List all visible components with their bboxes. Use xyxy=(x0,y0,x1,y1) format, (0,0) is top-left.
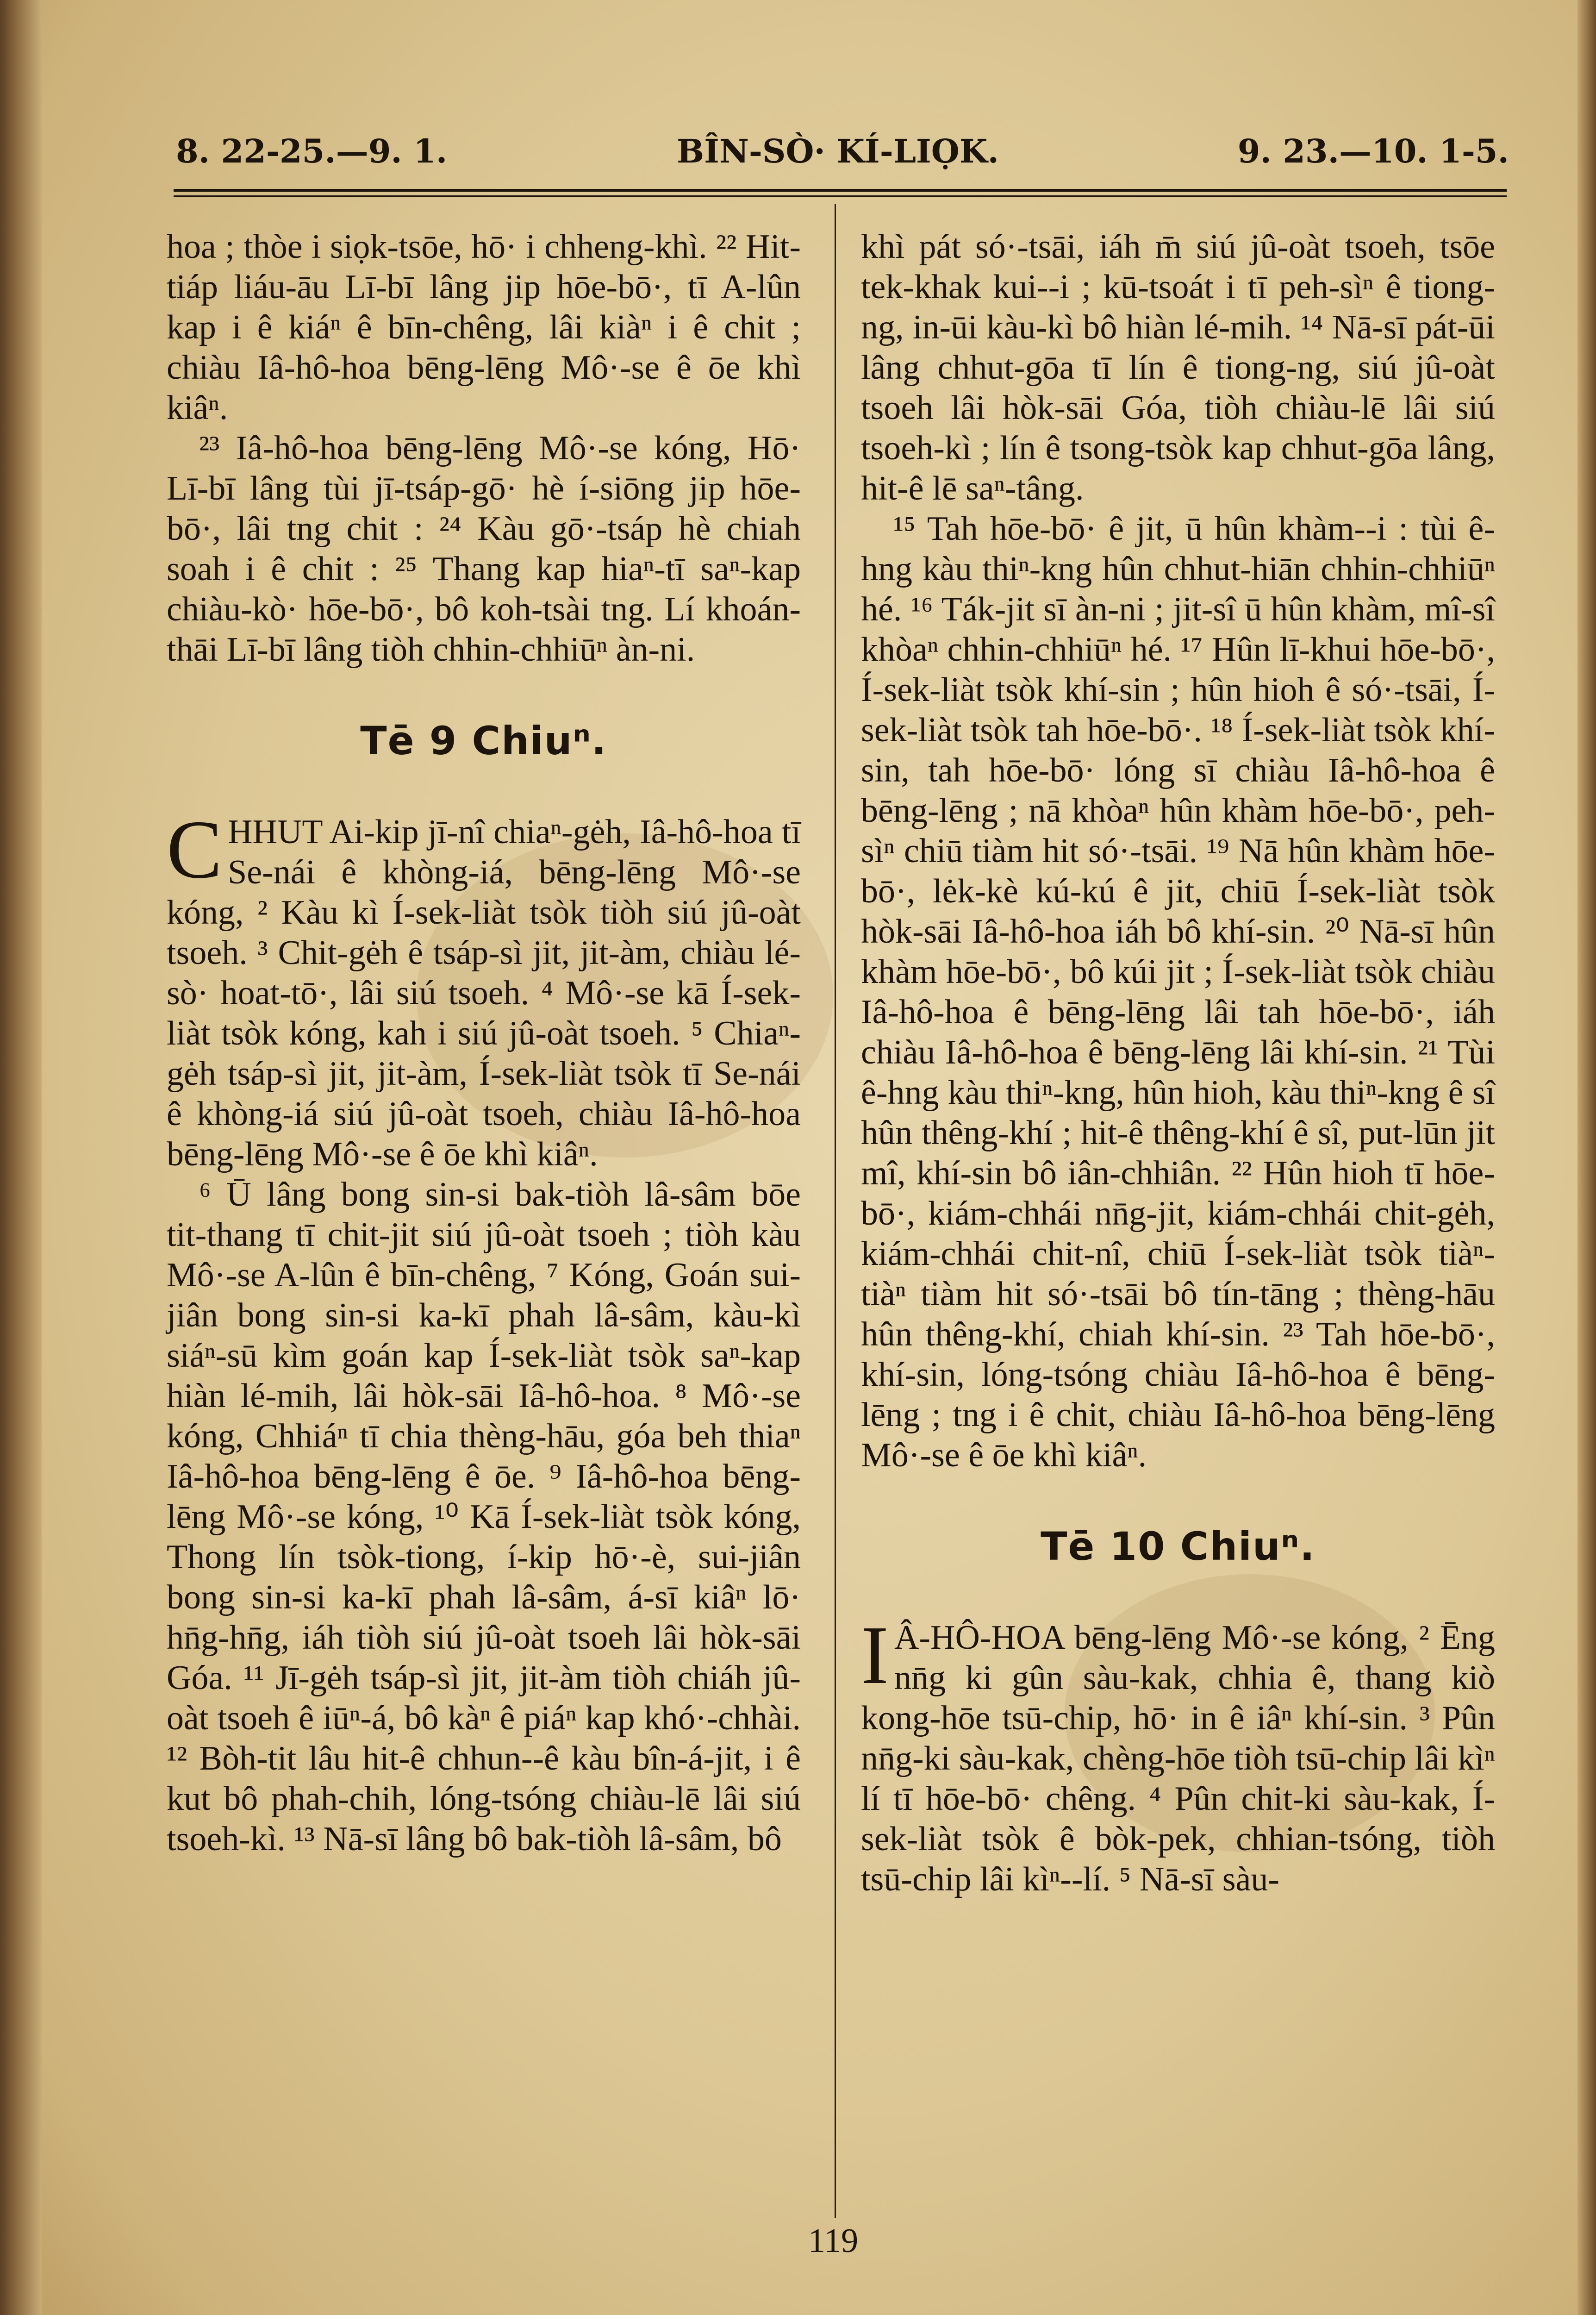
paragraph: ⁶ Ū lâng bong sin-si bak-tiòh lâ-sâm bōe tit-thang tī chit-jit siú jû-oàt tsoeh ; tiòh kàu Mô·-se A-lûn ê bīn-chêng, ⁷ Kóng, Goán sui-jiân bong sin-si ka-kī phah lâ-sâm, kàu-kì siáⁿ-sū kìm goán kap Í-sek-liàt tsòk saⁿ-kap hiàn lé-mih, lâi hòk-sāi Iâ-hô-hoa. ⁸ Mô·-se kóng, Chhiáⁿ tī chia thèng-hāu, góa beh thiaⁿ Iâ-hô-hoa bēng-lēng ê ōe. ⁹ Iâ-hô-hoa bēng-lēng Mô·-se kóng, ¹⁰ Kā Í-sek-liàt tsòk kóng, Thong lín tsòk-tiong, í-kip hō·-è, sui-jiân bong sin-si ka-kī phah lâ-sâm, á-sī kiâⁿ lō· hn̄g-hn̄g, iáh tiòh siú jû-oàt tsoeh lâi hòk-sāi Góa. ¹¹ Jī-gėh tsáp-sì jit, jit-àm tiòh chiáh jû-oàt tsoeh ê iūⁿ-á, bô kàⁿ ê piáⁿ kap khó·-chhài. ¹² Bòh-tit lâu hit-ê chhun--ê kàu bîn-á-jit, i ê kut bô phah-chih, lóng-tsóng chiàu-lē lâi siú tsoeh-kì. ¹³ Nā-sī lâng bô bak-tiòh lâ-sâm, bô xyxy=(167,1176,801,1858)
paragraph: khì pát só·-tsāi, iáh m̄ siú jû-oàt tsoeh, tsōe tek-khak kui--i ; kū-tsoát i tī peh-sìⁿ ê tiong-ng, in-ūi kàu-kì bô hiàn lé-mih. ¹⁴ Nā-sī pát-ūi lâng chhut-gōa tī lín ê tiong-ng, siú jû-oàt tsoeh lâi hòk-sāi Góa, tiòh chiàu-lē lâi siú tsoeh-kì ; lín ê tsong-tsòk kap chhut-gōa lâng, hit-ê lē saⁿ-tâng. xyxy=(861,228,1495,507)
paragraph-text: Â-HÔ-HOA bēng-lēng Mô·-se kóng, ² Ēng nn̄g ki gûn sàu-kak, chhia ê, thang kiò kong-hōe tsū-chip, hō· in ê iâⁿ khí-sin. ³ Pûn nn̄g-ki sàu-kak, chèng-hōe tiòh tsū-chip lâi kìⁿ lí tī hōe-bō· chêng. ⁴ Pûn chit-ki sàu-kak, Í-sek-liàt tsòk ê bòk-pek, chhian-tsóng, tiòh tsū-chip lâi kìⁿ--lí. ⁵ Nā-sī sàu- xyxy=(861,1619,1495,1898)
drop-cap: I xyxy=(861,1609,889,1701)
book-spine-shadow xyxy=(0,0,42,2315)
chapter-opening-paragraph xyxy=(167,803,801,1175)
header-verse-range-right: 9. 23.—10. 1-5. xyxy=(1237,132,1509,170)
running-header xyxy=(167,132,1509,183)
page-number: 119 xyxy=(808,2222,859,2260)
header-rule-thin xyxy=(174,195,1507,197)
paragraph: ²³ Iâ-hô-hoa bēng-lēng Mô·-se kóng, Hō· Lī-bī lâng tùi jī-tsáp-gō· hè í-siōng jip hōe-bō·, lâi tng chit : ²⁴ Kàu gō·-tsáp hè chiah soah i ê chit : ²⁵ Thang kap hiaⁿ-tī saⁿ-kap chiàu-kò· hōe-bō·, bô koh-tsài tng. Lí khoán-thāi Lī-bī lâng tiòh chhin-chhiūⁿ àn-ni. xyxy=(167,429,801,669)
paragraph: hoa ; thòe i siọk-tsōe, hō· i chheng-khì. ²² Hit-tiáp liáu-āu Lī-bī lâng jip hōe-bō·, tī A-lûn kap i ê kiáⁿ ê bīn-chêng, lâi kiàⁿ i ê chit ; chiàu Iâ-hô-hoa bēng-lēng Mô·-se ê ōe khì kiâⁿ. xyxy=(167,228,801,427)
drop-cap: C xyxy=(167,803,223,895)
paragraph: ¹⁵ Tah hōe-bō· ê jit, ū hûn khàm--i : tùi ê-hng kàu thiⁿ-kng hûn chhut-hiān chhin-chhiūⁿ hé. ¹⁶ Ták-jit sī àn-ni ; jit-sî ū hûn khàm, mî-sî khòaⁿ chhin-chhiūⁿ hé. ¹⁷ Hûn lī-khui hōe-bō·, Í-sek-liàt tsòk khí-sin ; hûn hioh ê só·-tsāi, Í-sek-liàt tsòk tah hōe-bō·. ¹⁸ Í-sek-liàt tsòk khí-sin, tah hōe-bō· lóng sī chiàu Iâ-hô-hoa ê bēng-lēng ; nā khòaⁿ hûn khàm hōe-bō·, peh-sìⁿ chiū tiàm hit só·-tsāi. ¹⁹ Nā hûn khàm hōe-bō·, lėk-kè kú-kú ê jit, chiū Í-sek-liàt tsòk hòk-sāi Iâ-hô-hoa iáh bô khí-sin. ²⁰ Nā-sī hûn khàm hōe-bō·, bô kúi jit ; Í-sek-liàt tsòk chiàu Iâ-hô-hoa ê bēng-lēng lâi tah hōe-bō·, iáh chiàu Iâ-hô-hoa ê bēng-lēng lâi khí-sin. ²¹ Tùi ê-hng kàu thiⁿ-kng, hûn hioh, kàu thiⁿ-kng ê sî hûn thêng-khí ; hit-ê thêng-khí ê sî, put-lūn jit mî, khí-sin bô iân-chhiân. ²² Hûn hioh tī hōe-bō·, kiám-chhái nn̄g-jit, kiám-chhái chit-gėh, kiám-chhái chit-nî, chiū Í-sek-liàt tsòk tiàⁿ-tiàⁿ tiàm hit só·-tsāi bô tín-tāng ; thèng-hāu hûn thêng-khí, chiah khí-sin. ²³ Tah hōe-bō·, khí-sin, lóng-tsóng chiàu Iâ-hô-hoa ê bēng-lēng ; tng i ê chit, chiàu Iâ-hô-hoa bēng-lēng Mô·-se ê ōe khì kiâⁿ. xyxy=(861,510,1495,1474)
paragraph-text: HHUT Ai-kip jī-nî chiaⁿ-gėh, Iâ-hô-hoa tī Se-nái ê khòng-iá, bēng-lēng Mô·-se kóng, ² Kàu kì Í-sek-liàt tsòk tiòh siú jû-oàt tsoeh. ³ Chit-gėh ê tsáp-sì jit, jit-àm, chiàu lé-sò· hoat-tō·, lâi siú tsoeh. ⁴ Mô·-se kā Í-sek-liàt tsòk kóng, kah i siú jû-oàt tsoeh. ⁵ Chiaⁿ-gėh tsáp-sì jit, jit-àm, Í-sek-liàt tsòk tī Se-nái ê khòng-iá siú jû-oàt tsoeh, chiàu Iâ-hô-hoa bēng-lēng Mô·-se ê ōe khì kiâⁿ. xyxy=(167,813,801,1173)
column-divider xyxy=(835,204,836,2218)
page-edge-right xyxy=(1577,0,1596,2315)
right-column xyxy=(861,227,1495,1900)
chapter-opening-paragraph xyxy=(861,1609,1495,1900)
chapter-heading: Tē 9 Chiuⁿ. xyxy=(360,718,607,763)
chapter-heading: Tē 10 Chiuⁿ. xyxy=(1041,1524,1315,1569)
left-column xyxy=(167,227,801,1859)
header-verse-range-left: 8. 22-25.—9. 1. xyxy=(176,132,448,170)
header-book-title: BÎN-SÒ· KÍ-LIỌK. xyxy=(676,132,999,170)
header-rule-thick xyxy=(174,189,1507,192)
